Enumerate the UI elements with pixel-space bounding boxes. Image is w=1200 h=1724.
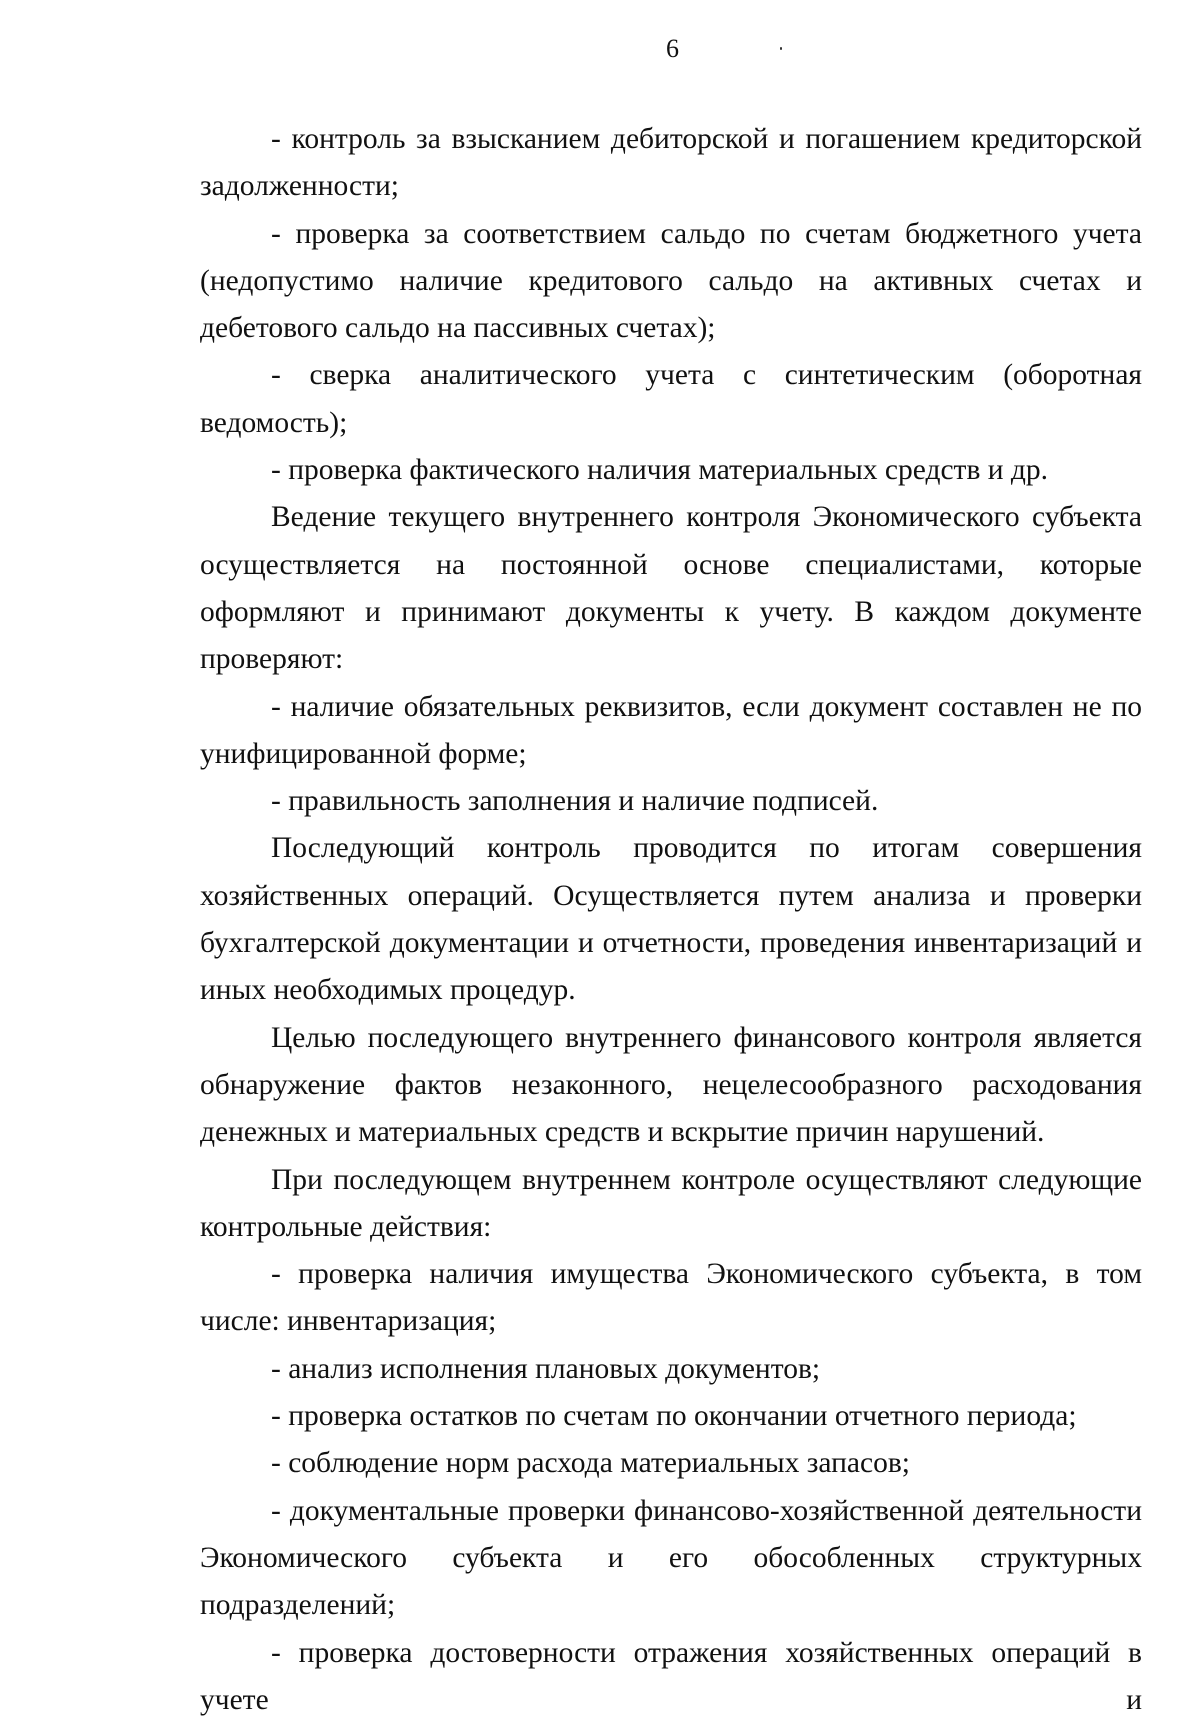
scan-speck [780, 47, 782, 50]
paragraph: - правильность заполнения и наличие подписей. [200, 778, 1142, 825]
paragraph: При последующем внутреннем контроле осуществляют следующие контрольные действия: [200, 1157, 1142, 1252]
paragraph: Последующий контроль проводится по итогам совершения хозяйственных операций. Осуществляется путем анализа и проверки бухгалтерской документации и отчетности, проведения инвентаризаций и иных необходимых процедур. [200, 825, 1142, 1014]
paragraph: - наличие обязательных реквизитов, если документ составлен не по унифицированной форме; [200, 684, 1142, 779]
paragraph: - соблюдение норм расхода материальных запасов; [200, 1440, 1142, 1487]
paragraph: - проверка фактического наличия материальных средств и др. [200, 447, 1142, 494]
document-body [200, 116, 1142, 1724]
paragraph: - проверка остатков по счетам по окончании отчетного периода; [200, 1393, 1142, 1440]
paragraph: - анализ исполнения плановых документов; [200, 1346, 1142, 1393]
paragraph: - документальные проверки финансово-хозяйственной деятельности Экономического субъекта и его обособленных структурных подразделений; [200, 1488, 1142, 1630]
paragraph: - контроль за взысканием дебиторской и погашением кредиторской задолженности; [200, 116, 1142, 211]
paragraph-continued: - проверка достоверности отражения хозяйственных операций в учете и [200, 1630, 1142, 1724]
paragraph: Целью последующего внутреннего финансового контроля является обнаружение фактов незаконного, нецелесообразного расходования денежных и материальных средств и вскрытие причин нарушений. [200, 1015, 1142, 1157]
paragraph: - проверка наличия имущества Экономического субъекта, в том числе: инвентаризация; [200, 1251, 1142, 1346]
page-number: 6 [0, 34, 1200, 64]
paragraph: Ведение текущего внутреннего контроля Экономического субъекта осуществляется на постоянной основе специалистами, которые оформляют и принимают документы к учету. В каждом документе проверяют: [200, 494, 1142, 683]
paragraph: - проверка за соответствием сальдо по счетам бюджетного учета (недопустимо наличие кредитового сальдо на активных счетах и дебетового сальдо на пассивных счетах); [200, 211, 1142, 353]
paragraph: - сверка аналитического учета с синтетическим (оборотная ведомость); [200, 352, 1142, 447]
